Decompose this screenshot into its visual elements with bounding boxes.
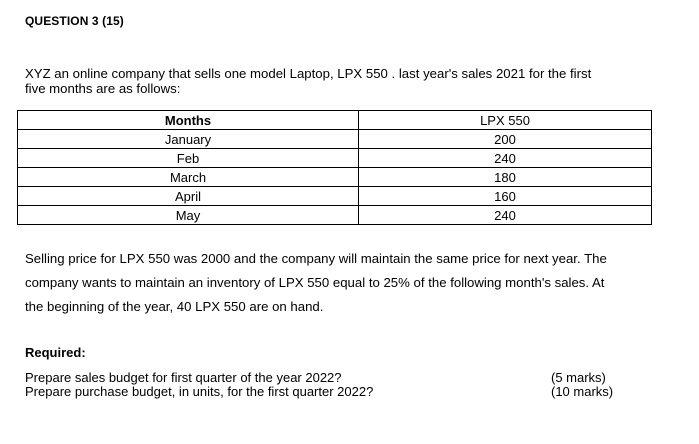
table-row — [18, 206, 652, 225]
intro-line: XYZ an online company that sells one model Laptop, LPX 550 . last year's sales 2021 for the first — [25, 66, 592, 81]
task-marks: (10 marks) — [551, 384, 614, 399]
intro-text — [25, 66, 665, 96]
required-label: Required: — [25, 345, 86, 360]
table-row — [18, 149, 652, 168]
table-header-row — [18, 111, 652, 130]
sales-cell: 240 — [359, 149, 652, 168]
sales-cell: 200 — [359, 130, 652, 149]
task-marks: (5 marks) — [551, 370, 606, 385]
month-cell: Feb — [18, 149, 359, 168]
question-heading: QUESTION 3 (15) — [25, 14, 124, 28]
sales-cell: 180 — [359, 168, 652, 187]
table-row — [18, 168, 652, 187]
month-cell: May — [18, 206, 359, 225]
pricing-paragraph — [25, 247, 665, 319]
paragraph-line: Selling price for LPX 550 was 2000 and the company will maintain the same price for next year. The — [25, 251, 607, 266]
header-months: Months — [18, 111, 359, 130]
sales-cell: 160 — [359, 187, 652, 206]
month-cell: January — [18, 130, 359, 149]
task-item: Prepare sales budget for first quarter of the year 2022? — [25, 370, 342, 385]
table-row — [18, 130, 652, 149]
sales-table — [17, 110, 652, 225]
paragraph-line: company wants to maintain an inventory of LPX 550 equal to 25% of the following month's sales. At — [25, 275, 605, 290]
month-cell: March — [18, 168, 359, 187]
header-product: LPX 550 — [359, 111, 652, 130]
table-row — [18, 187, 652, 206]
task-item: Prepare purchase budget, in units, for the first quarter 2022? — [25, 384, 374, 399]
intro-line: five months are as follows: — [25, 81, 181, 96]
paragraph-line: the beginning of the year, 40 LPX 550 are on hand. — [25, 299, 324, 314]
month-cell: April — [18, 187, 359, 206]
sales-cell: 240 — [359, 206, 652, 225]
